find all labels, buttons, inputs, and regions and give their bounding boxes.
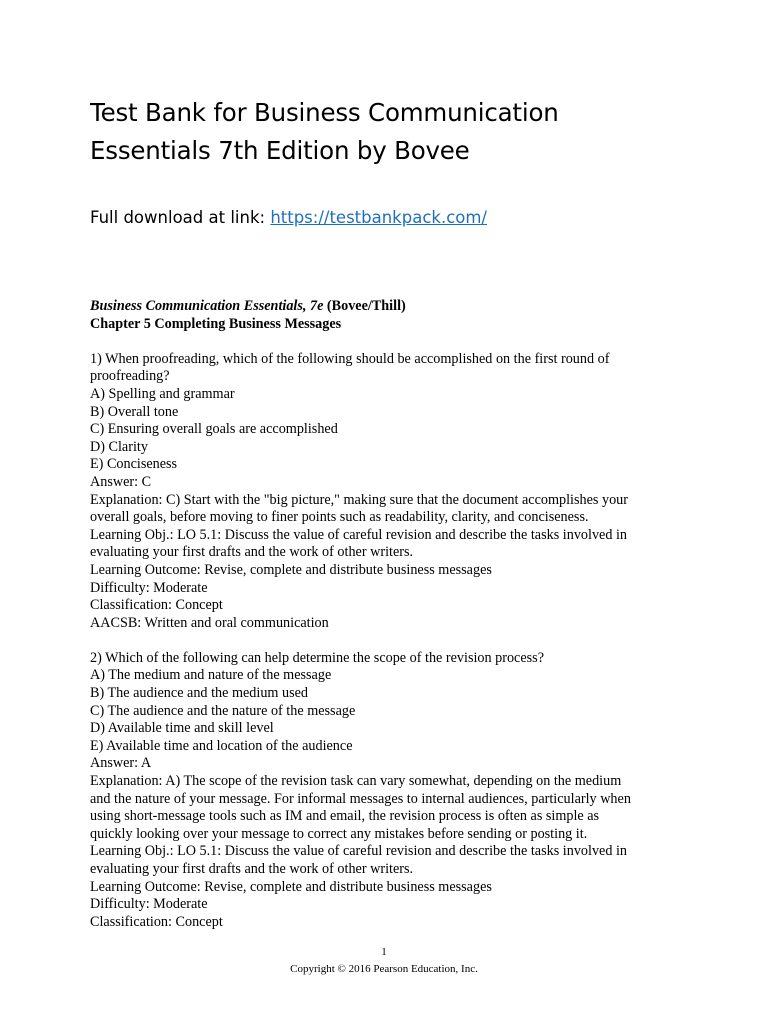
explanation: using short-message tools such as IM and email, the revision process is often as simple as <box>90 808 600 825</box>
learning-objective: Learning Obj.: LO 5.1: Discuss the value of careful revision and describe the tasks involved in <box>90 526 628 543</box>
book-authors: (Bovee/Thill) <box>323 298 406 314</box>
page-number: 1 <box>381 946 387 958</box>
answer-option: D) Clarity <box>90 438 148 455</box>
aacsb: AACSB: Written and oral communication <box>90 614 329 631</box>
learning-objective: Learning Obj.: LO 5.1: Discuss the value of careful revision and describe the tasks involved in <box>90 843 628 860</box>
explanation: Explanation: A) The scope of the revision task can vary somewhat, depending on the medium <box>90 773 622 790</box>
learning-outcome: Learning Outcome: Revise, complete and distribute business messages <box>90 878 492 895</box>
title-line: Test Bank for Business Communication <box>90 98 559 127</box>
answer-option: A) The medium and nature of the message <box>90 667 332 684</box>
explanation: and the nature of your message. For informal messages to internal audiences, particularly when <box>90 790 631 807</box>
answer-option: B) The audience and the medium used <box>90 685 309 702</box>
book-reference <box>90 298 690 316</box>
difficulty: Difficulty: Moderate <box>90 579 208 596</box>
correct-answer: Answer: A <box>90 755 152 772</box>
correct-answer: Answer: C <box>90 473 152 490</box>
download-line <box>90 206 487 230</box>
spacer <box>90 333 690 351</box>
answer-option: B) Overall tone <box>90 403 179 420</box>
book-title: Business Communication Essentials, 7e <box>90 298 324 314</box>
document-title <box>90 94 730 170</box>
test-bank-content <box>90 298 690 931</box>
answer-option: C) The audience and the nature of the message <box>90 702 356 719</box>
download-link[interactable]: https://testbankpack.com/ <box>270 208 487 227</box>
learning-objective: evaluating your first drafts and the work of other writers. <box>90 544 414 561</box>
answer-option: C) Ensuring overall goals are accomplished <box>90 421 338 438</box>
learning-outcome: Learning Outcome: Revise, complete and distribute business messages <box>90 561 492 578</box>
learning-objective: evaluating your first drafts and the work of other writers. <box>90 861 414 877</box>
answer-option: E) Available time and location of the audience <box>90 737 353 754</box>
spacer <box>90 632 690 650</box>
question-stem: 1) When proofreading, which of the following should be accomplished on the first round of <box>90 350 610 367</box>
question-stem: 2) Which of the following can help determine the scope of the revision process? <box>90 649 544 666</box>
explanation: Explanation: C) Start with the "big picture," making sure that the document accomplishes your <box>90 491 628 508</box>
classification: Classification: Concept <box>90 597 223 614</box>
page-footer <box>0 944 768 978</box>
answer-option: A) Spelling and grammar <box>90 385 235 402</box>
difficulty: Difficulty: Moderate <box>90 896 208 913</box>
answer-option: D) Available time and skill level <box>90 720 274 737</box>
chapter-heading: Chapter 5 Completing Business Messages <box>90 315 342 332</box>
download-label: Full download at link: <box>90 208 271 227</box>
classification: Classification: Concept <box>90 913 223 930</box>
explanation: overall goals, before moving to finer points such as readability, clarity, and conciseness. <box>90 509 589 526</box>
title-line: Essentials 7th Edition by Bovee <box>90 136 470 165</box>
copyright-notice: Copyright © 2016 Pearson Education, Inc. <box>290 963 478 975</box>
answer-option: E) Conciseness <box>90 456 178 473</box>
explanation: quickly looking over your message to correct any mistakes before sending or posting it. <box>90 825 588 842</box>
question-stem: proofreading? <box>90 368 170 385</box>
